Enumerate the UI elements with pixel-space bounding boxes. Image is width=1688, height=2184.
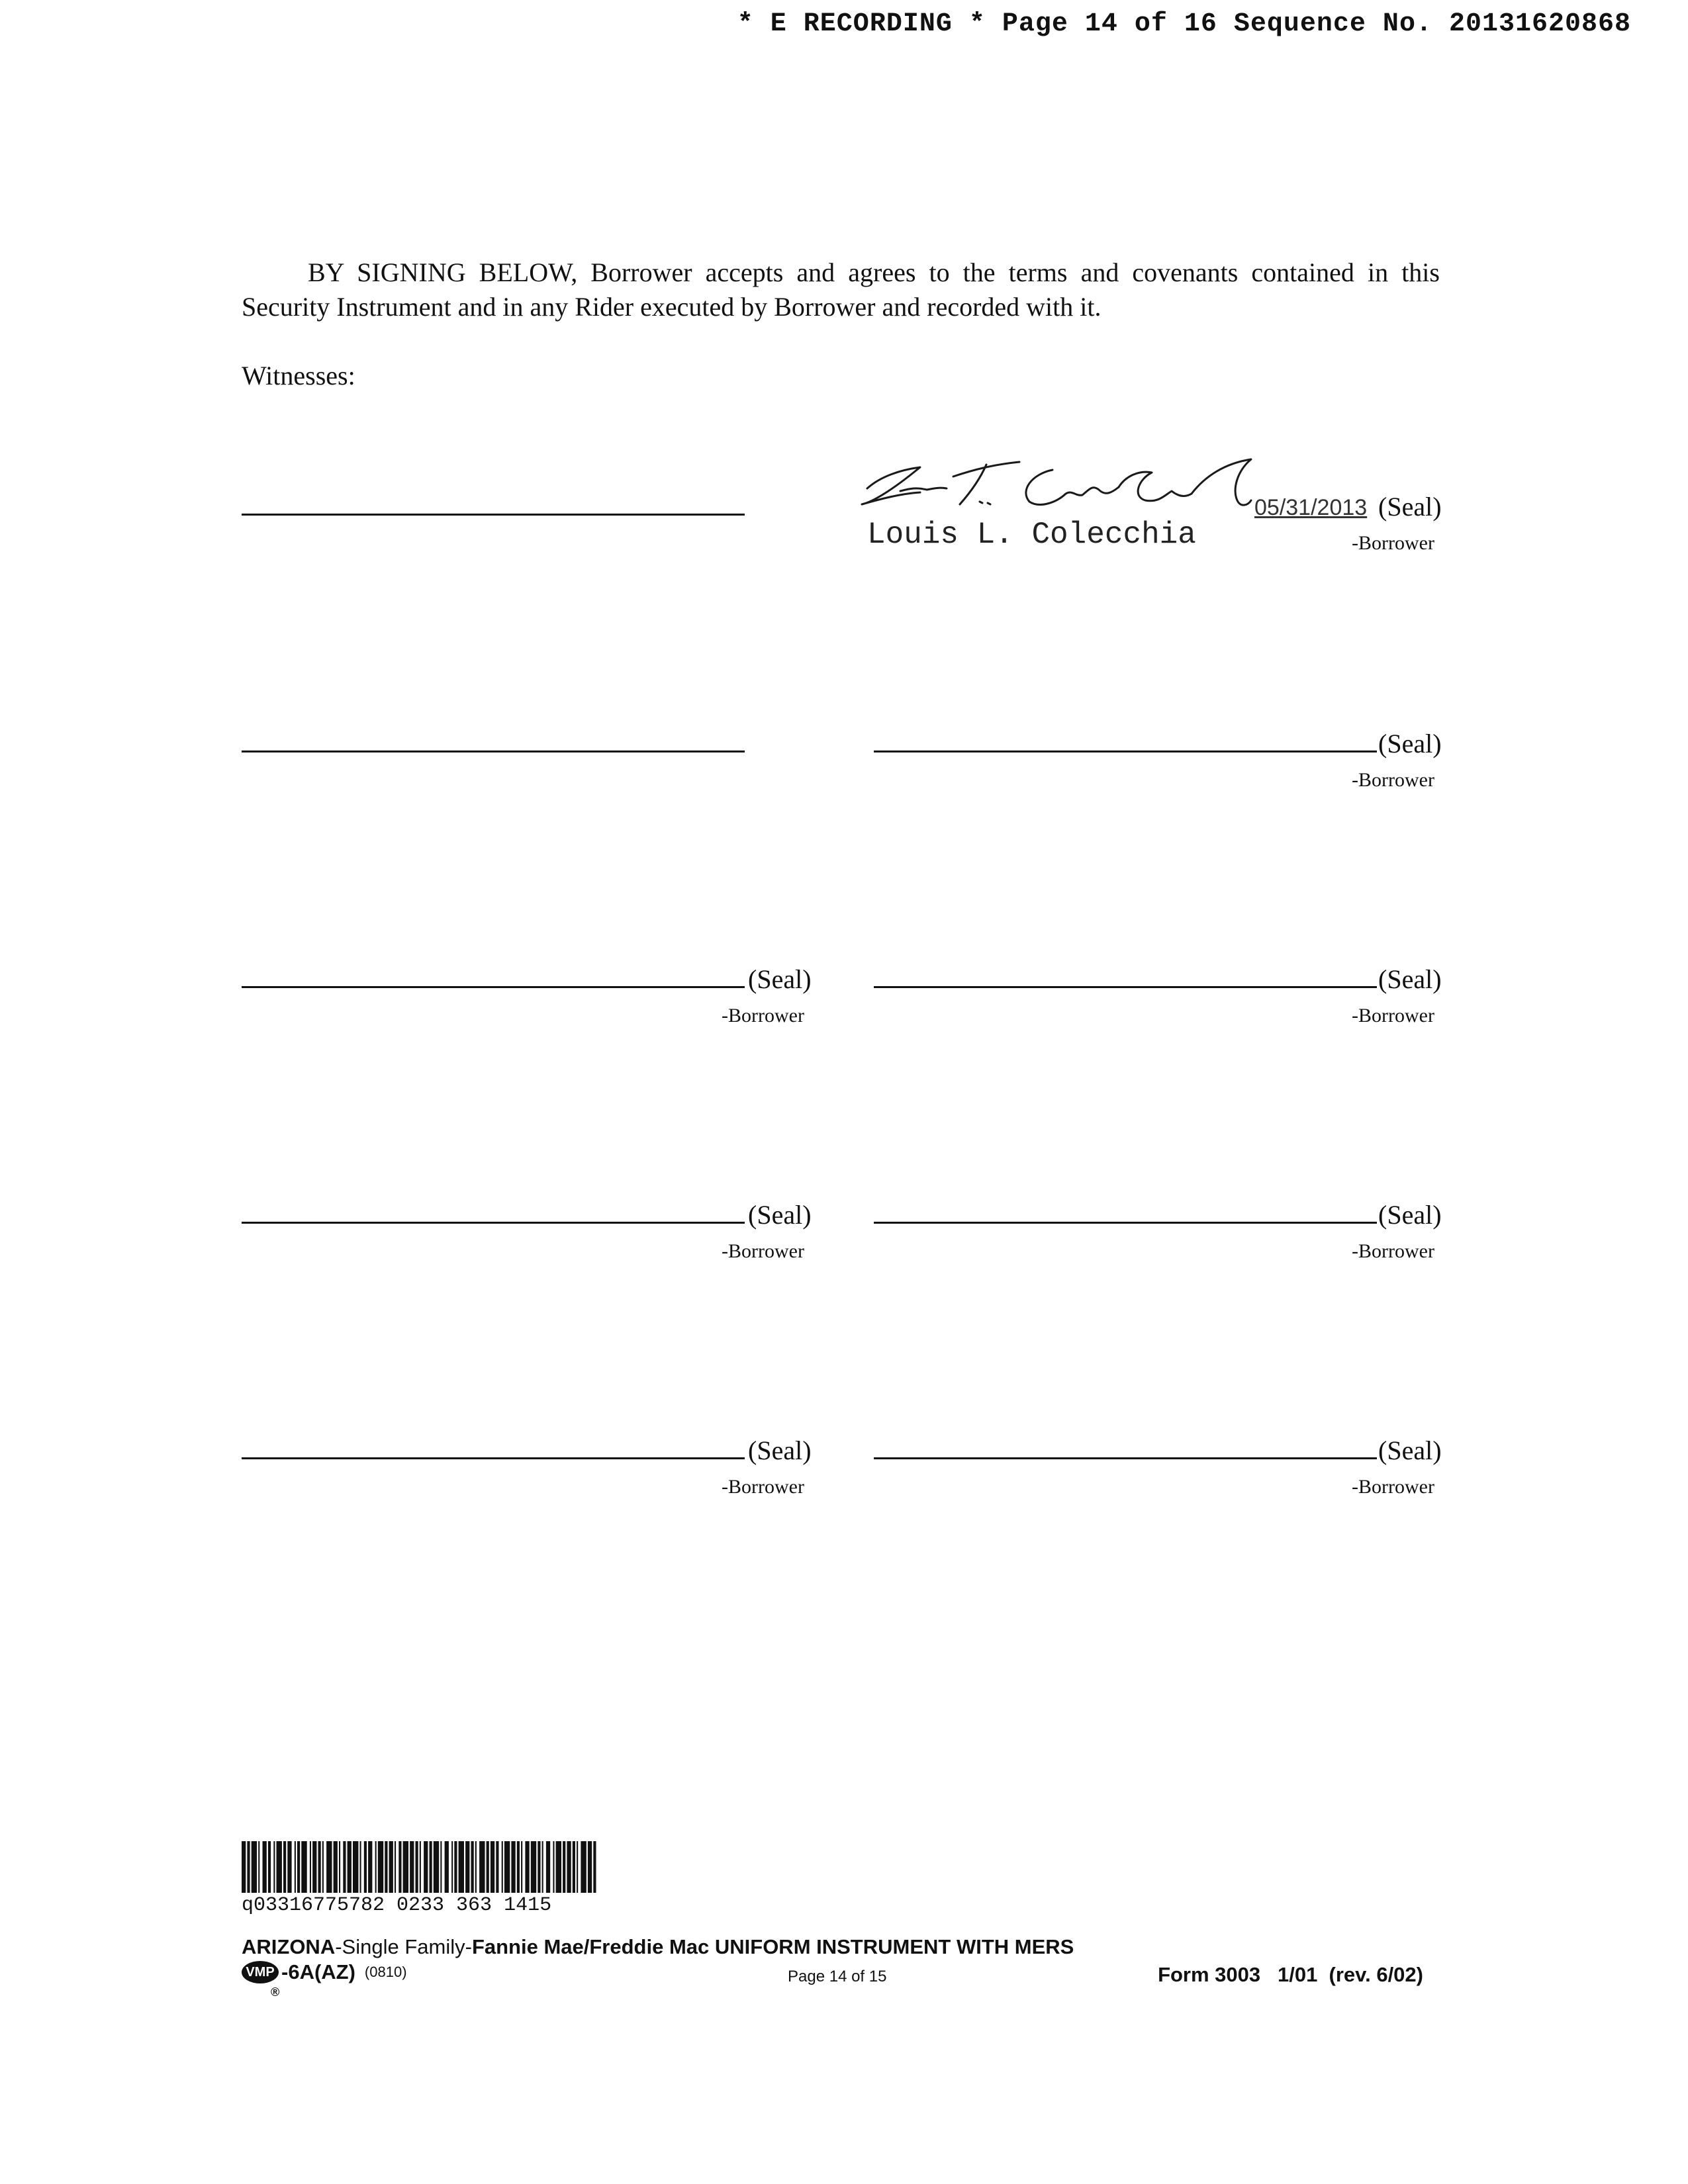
barcode-bar — [295, 1841, 296, 1893]
witness-signature-line-1[interactable] — [242, 514, 745, 516]
borrower-label: -Borrower — [1352, 1476, 1434, 1498]
barcode-bar — [465, 1841, 469, 1893]
barcode-bar — [454, 1841, 457, 1893]
barcode-bar — [287, 1841, 291, 1893]
barcode-bar — [445, 1841, 449, 1893]
seal-label: (Seal) — [1378, 1435, 1442, 1465]
barcode-bar — [538, 1841, 540, 1893]
vmp-logo-text: VMP — [246, 1965, 275, 1979]
barcode-bar — [521, 1841, 522, 1893]
borrower-signature-line[interactable] — [242, 986, 745, 988]
barcode-bar — [424, 1841, 428, 1893]
barcode-bar — [258, 1841, 259, 1893]
barcode-bar — [378, 1841, 383, 1893]
form-title — [242, 1935, 1074, 1959]
barcode-bar — [556, 1841, 561, 1893]
witness-signature-line-2[interactable] — [242, 751, 745, 752]
borrower-signature-line[interactable] — [874, 986, 1377, 988]
barcode-bar — [542, 1841, 543, 1893]
barcode-bar — [434, 1841, 439, 1893]
barcode-bar — [496, 1841, 498, 1893]
barcode-bar — [339, 1841, 340, 1893]
vmp-logo — [242, 1961, 280, 1999]
seal-label: (Seal) — [748, 1200, 812, 1230]
barcode-bar — [416, 1841, 418, 1893]
barcode-bar — [567, 1841, 571, 1893]
form-title-mid: -Single Family- — [335, 1935, 472, 1958]
borrower-label: -Borrower — [1352, 1005, 1434, 1026]
barcode-bar — [588, 1841, 592, 1893]
barcode-bar — [368, 1841, 372, 1893]
registered-mark-icon: ® — [271, 1985, 280, 1999]
seal-label: (Seal) — [1378, 492, 1442, 522]
borrower-signature-line[interactable] — [242, 1222, 745, 1224]
recording-stamp: * E RECORDING * Page 14 of 16 Sequence No. 20131620868 — [737, 9, 1631, 39]
barcode-bar — [395, 1841, 396, 1893]
form-code: -6A(AZ) — [281, 1960, 355, 1983]
barcode-bar — [491, 1841, 494, 1893]
barcode-bar — [546, 1841, 550, 1893]
borrower-label: -Borrower — [1352, 769, 1434, 791]
borrower-label: -Borrower — [1352, 532, 1434, 554]
seal-label: (Seal) — [748, 964, 812, 994]
borrower-signature-line[interactable] — [242, 1457, 745, 1459]
barcode-bar — [263, 1841, 267, 1893]
seal-label: (Seal) — [1378, 1200, 1442, 1230]
signature-date: 05/31/2013 — [1254, 495, 1368, 520]
barcode-bar — [430, 1841, 432, 1893]
barcode-bar — [312, 1841, 316, 1893]
barcode-bar — [581, 1841, 586, 1893]
barcode-bar — [348, 1841, 352, 1893]
barcode-bar — [364, 1841, 367, 1893]
barcode-bar — [573, 1841, 575, 1893]
barcode-bar — [375, 1841, 377, 1893]
barcode-bar — [517, 1841, 520, 1893]
barcode — [242, 1841, 718, 1894]
page-number: Page 14 of 15 — [788, 1968, 887, 1985]
signing-paragraph-text: BY SIGNING BELOW, Borrower accepts and agrees to the terms and covenants contained in this Security Instrument and in any Rider executed by Borrower and recorded with it. — [242, 257, 1440, 322]
barcode-bar — [451, 1841, 453, 1893]
barcode-bar — [593, 1841, 596, 1893]
barcode-bar — [277, 1841, 282, 1893]
barcode-bar — [326, 1841, 332, 1893]
signing-paragraph — [242, 255, 1440, 324]
borrower-signature-line[interactable] — [874, 1457, 1377, 1459]
barcode-bar — [301, 1841, 306, 1893]
form-number: Form 3003 1/01 (rev. 6/02) — [1158, 1963, 1423, 1986]
barcode-bar — [525, 1841, 529, 1893]
barcode-bar — [553, 1841, 554, 1893]
borrower-label: -Borrower — [1352, 1240, 1434, 1262]
barcode-bar — [502, 1841, 503, 1893]
barcode-bar — [471, 1841, 474, 1893]
barcode-bar — [403, 1841, 408, 1893]
borrower-handwritten-signature — [854, 450, 1264, 523]
barcode-bar — [531, 1841, 536, 1893]
barcode-bar — [504, 1841, 510, 1893]
barcode-bar — [242, 1841, 246, 1893]
signer-name: Louis L. Colecchia — [867, 518, 1196, 552]
barcode-bar — [360, 1841, 361, 1893]
barcode-bar — [322, 1841, 324, 1893]
barcode-bar — [577, 1841, 578, 1893]
barcode-bar — [511, 1841, 515, 1893]
seal-label: (Seal) — [748, 1435, 812, 1465]
barcode-bar — [252, 1841, 257, 1893]
barcode-bar — [399, 1841, 401, 1893]
barcode-bar — [297, 1841, 300, 1893]
barcode-bar — [247, 1841, 250, 1893]
barcode-bar — [563, 1841, 565, 1893]
barcode-bar — [273, 1841, 275, 1893]
barcode-bar — [410, 1841, 414, 1893]
barcode-bar — [420, 1841, 421, 1893]
seal-label: (Seal) — [1378, 729, 1442, 758]
barcode-bar — [389, 1841, 393, 1893]
borrower-label: -Borrower — [722, 1240, 804, 1262]
barcode-bar — [283, 1841, 286, 1893]
borrower-label: -Borrower — [722, 1005, 804, 1026]
barcode-bar — [268, 1841, 271, 1893]
witnesses-label: Witnesses: — [242, 361, 355, 390]
borrower-label: -Borrower — [722, 1476, 804, 1498]
form-date-code: (0810) — [364, 1964, 407, 1980]
barcode-bar — [334, 1841, 338, 1893]
barcode-bar — [318, 1841, 321, 1893]
form-title-state: ARIZONA — [242, 1935, 336, 1958]
barcode-bar — [353, 1841, 358, 1893]
barcode-bar — [479, 1841, 485, 1893]
barcode-bar — [343, 1841, 346, 1893]
borrower-signature-line[interactable] — [874, 1222, 1377, 1224]
barcode-bar — [475, 1841, 477, 1893]
barcode-number: q03316775782 0233 363 1415 — [242, 1894, 552, 1917]
seal-label: (Seal) — [1378, 964, 1442, 994]
barcode-bar — [459, 1841, 464, 1893]
barcode-bar — [385, 1841, 387, 1893]
barcode-bar — [440, 1841, 442, 1893]
form-code-block — [242, 1960, 407, 1999]
barcode-bar — [487, 1841, 489, 1893]
form-title-agencies: Fannie Mae/Freddie Mac UNIFORM INSTRUMENT WITH MERS — [471, 1935, 1074, 1958]
barcode-bar — [310, 1841, 311, 1893]
borrower-signature-line[interactable] — [874, 751, 1377, 752]
